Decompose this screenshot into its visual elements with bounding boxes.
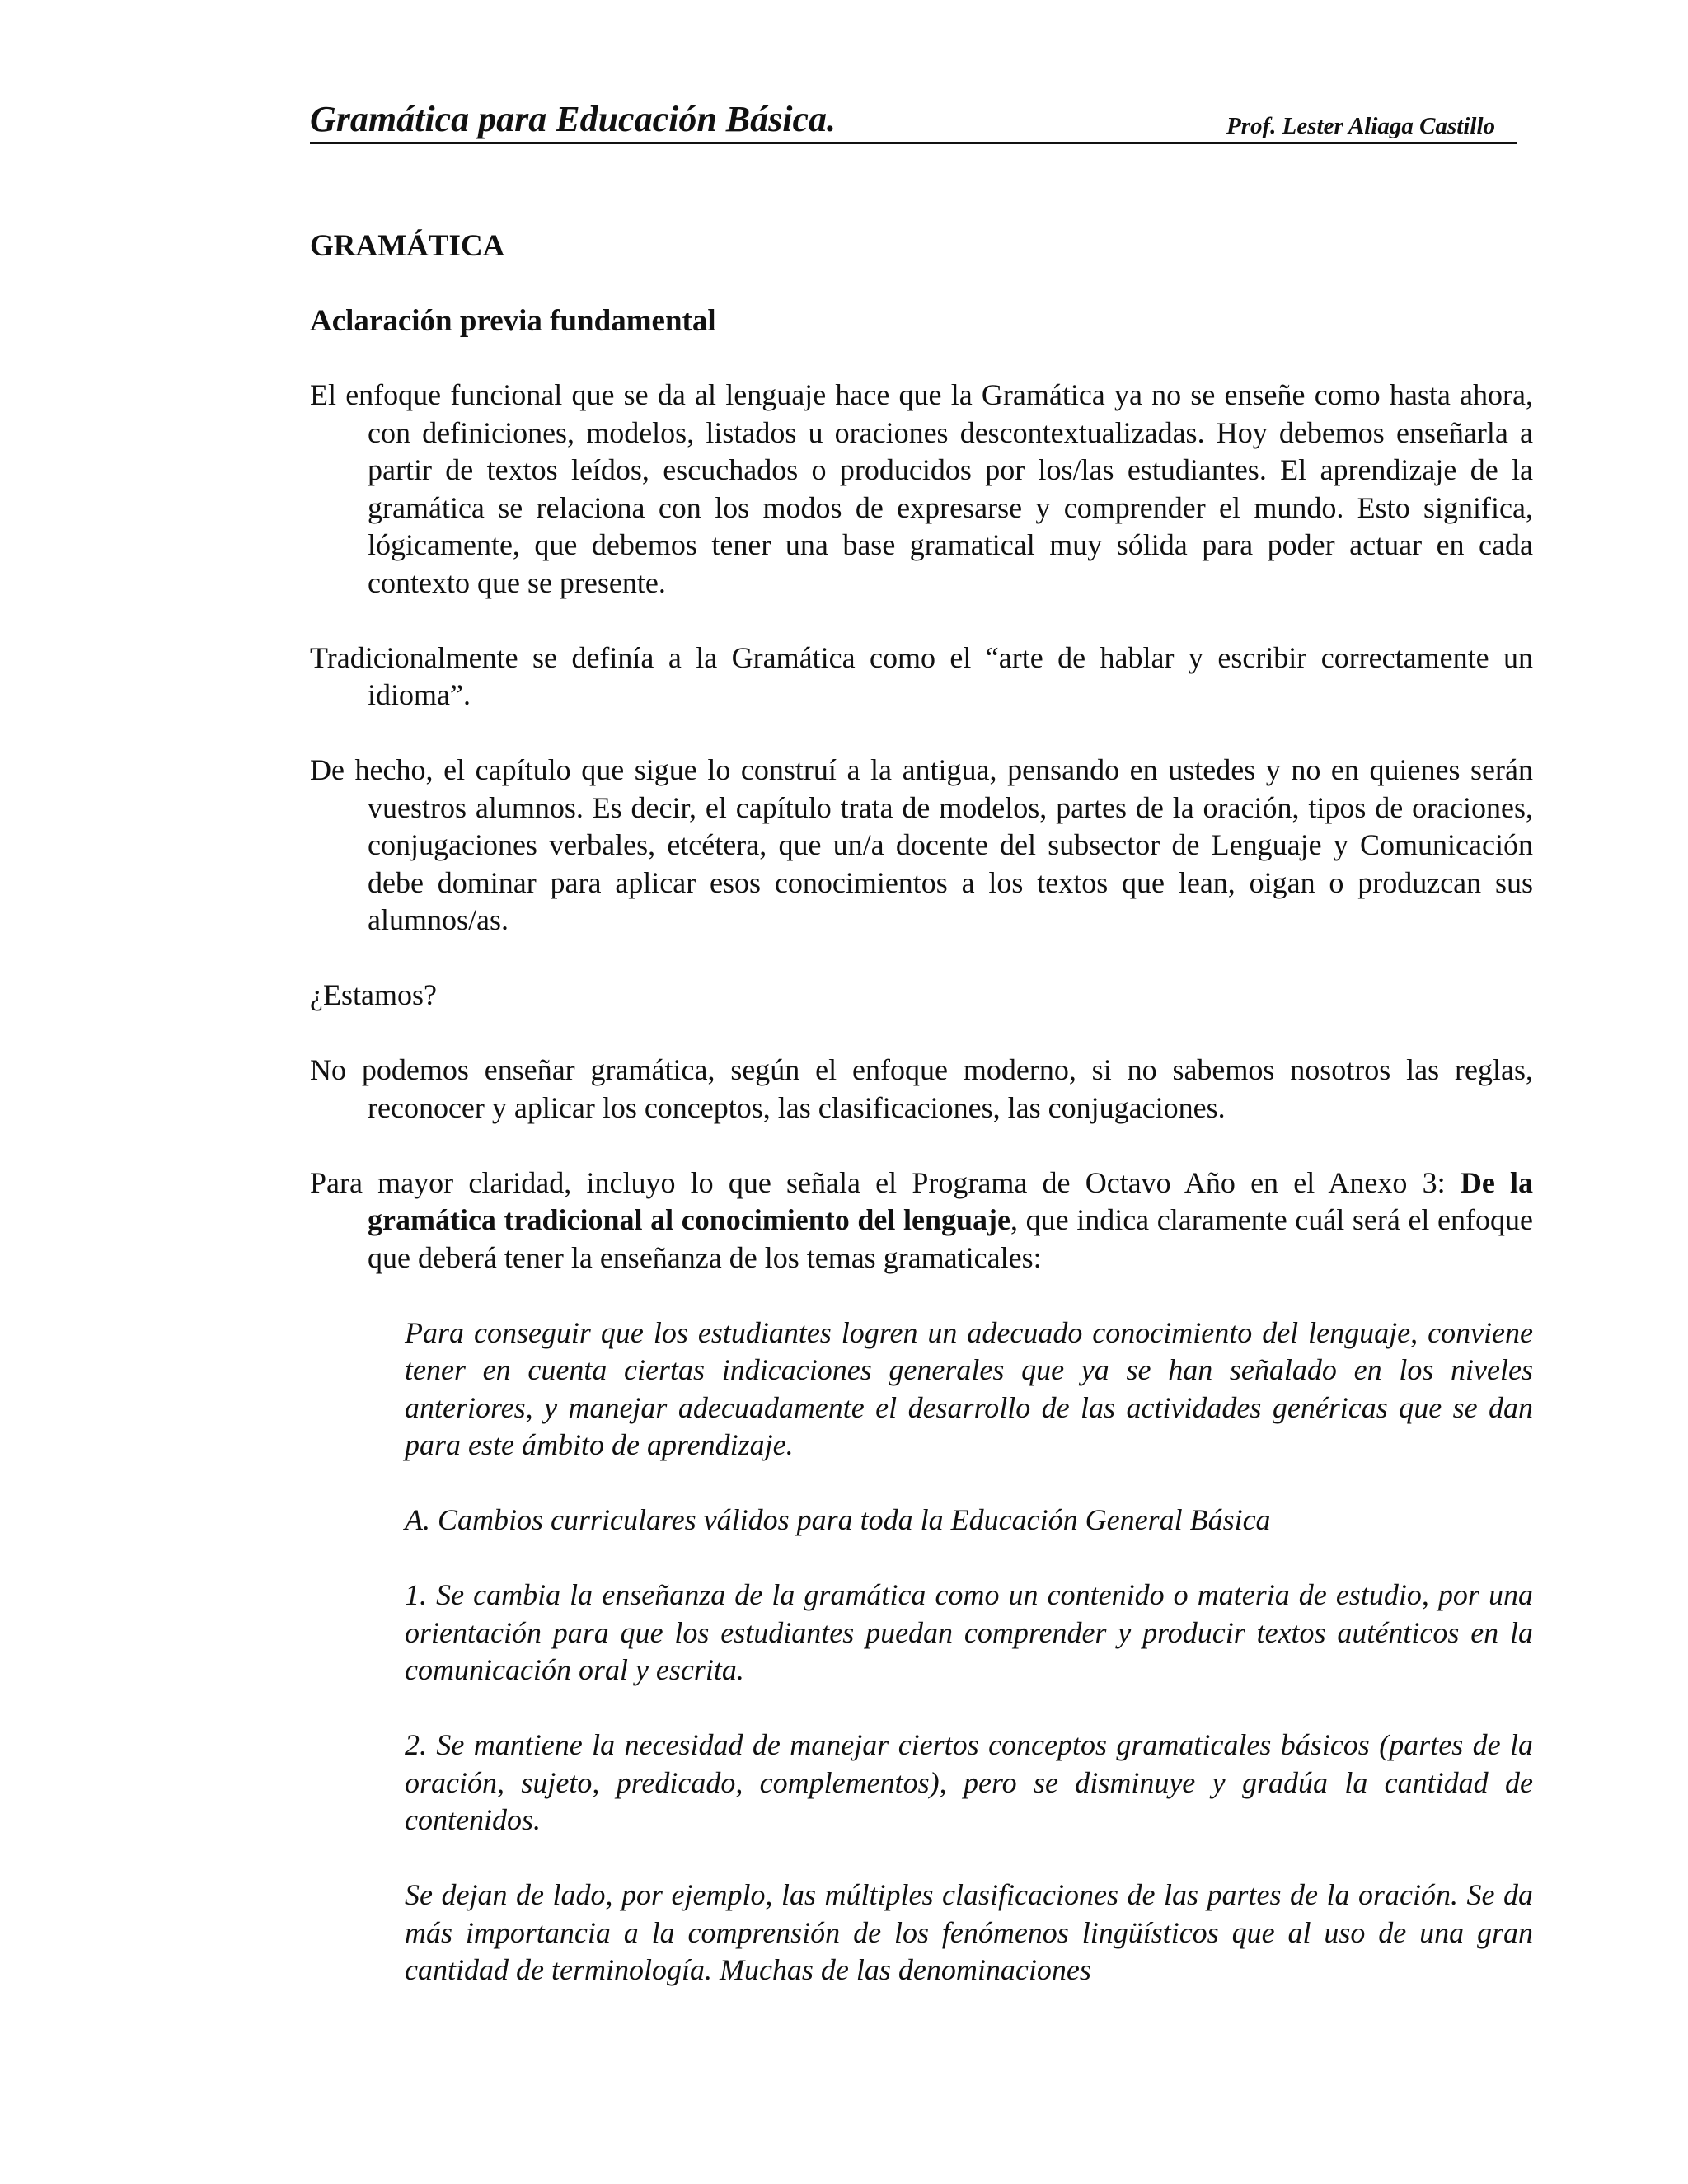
paragraph-definicion: Tradicionalmente se definía a la Gramática como el “arte de hablar y escribir correctamente un idioma”. [310, 640, 1533, 711]
header-title: Gramática para Educación Básica. [310, 99, 837, 139]
paragraph-programa [310, 1165, 1533, 1277]
header-author: Prof. Lester Aliaga Castillo [1226, 113, 1495, 139]
quote-intro: Para conseguir que los estudiantes logren un adecuado conocimiento del lenguaje, conviene tener en cuenta ciertas indicaciones generales que ya se han señalado en los niveles anteriores, y manejar adecuadamente el desarrollo de las actividades genéricas que se dan para este ámbito de aprendizaje. [405, 1315, 1533, 1461]
paragraph-programa-intro: Para mayor claridad, incluyo lo que señala el Programa de Octavo Año en el Anexo 3: [310, 1165, 1461, 1199]
paragraph-enfoque: El enfoque funcional que se da al lenguaje hace que la Gramática ya no se enseñe como hasta ahora, con definiciones, modelos, listados u oraciones descontextualizadas. Hoy debemos enseñarla a partir de textos leídos, escuchados o producidos por los/las estudiantes. El aprendizaje de la gramática se relaciona con los modos de expresarse y comprender el mundo. Esto significa, lógicamente, que debemos tener una base gramatical muy sólida para poder actuar en cada contexto que se presente. [310, 378, 1533, 599]
paragraph-programa-end: , que indica claramente cuál será el enfoque que deberá tener la enseñanza de los temas gramaticales: [368, 1203, 1533, 1274]
section-title: GRAMÁTICA [310, 229, 505, 263]
quote-continuation: Se dejan de lado, por ejemplo, las múltiples clasificaciones de las partes de la oración. Se da más importancia a la comprensión de los fenómenos lingüísticos que al uso de una gran cantidad de terminología. Muchas de las denominaciones [405, 1878, 1533, 1986]
document-body [310, 227, 1533, 2027]
paragraph-reglas: No podemos enseñar gramática, según el enfoque moderno, si no sabemos nosotros las reglas, reconocer y aplicar los conceptos, las clasificaciones, las conjugaciones. [310, 1053, 1533, 1124]
quote-item-2: 2. Se mantiene la necesidad de manejar ciertos conceptos gramaticales básicos (partes de la oración, sujeto, predicado, complementos), pero se disminuye y gradúa la cantidad de contenidos. [405, 1728, 1533, 1836]
quote-heading: A. Cambios curriculares válidos para toda la Educación General Básica [405, 1503, 1271, 1536]
paragraph-capitulo: De hecho, el capítulo que sigue lo construí a la antigua, pensando en ustedes y no en quienes serán vuestros alumnos. Es decir, el capítulo trata de modelos, partes de la oración, tipos de oraciones, conjugaciones verbales, etcétera, que un/a docente del subsector de Lenguaje y Comunicación debe dominar para aplicar esos conocimientos a los textos que lean, oigan o produzcan sus alumnos/as. [310, 753, 1533, 936]
quote-item-1: 1. Se cambia la enseñanza de la gramática como un contenido o materia de estudio, por una orientación para que los estudiantes puedan comprender y producir textos auténticos en la comunicación oral y escrita. [405, 1578, 1533, 1686]
paragraph-programa-bold: De la gramática tradicional al conocimiento del lenguaje [368, 1165, 1534, 1236]
section-subtitle: Aclaración previa fundamental [310, 303, 716, 338]
paragraph-estamos: ¿Estamos? [310, 978, 437, 1011]
page-header [310, 92, 1517, 144]
